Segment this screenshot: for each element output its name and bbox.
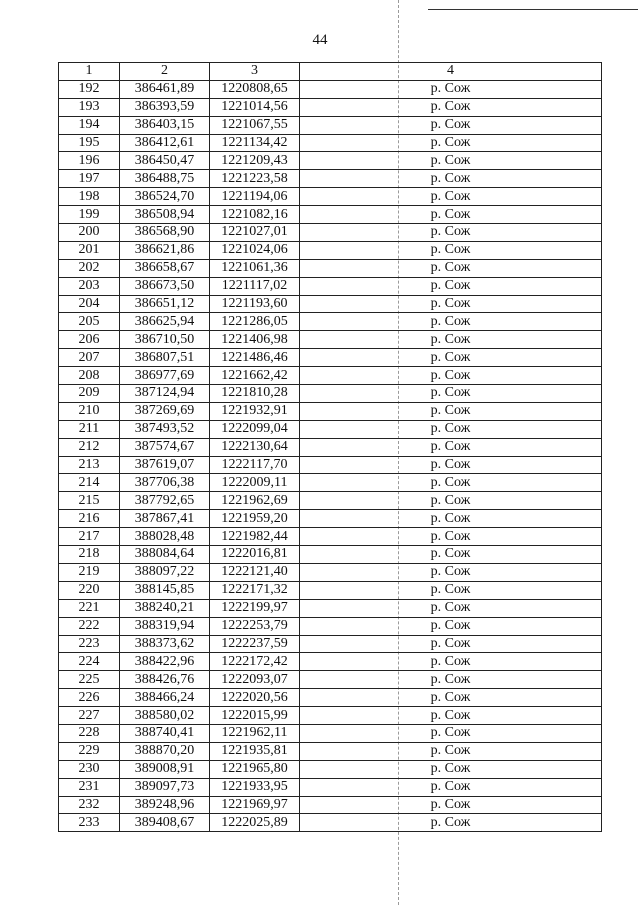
table-row — [59, 671, 602, 689]
description-cell: р. Сож — [300, 760, 602, 778]
description-cell: р. Сож — [300, 546, 602, 564]
description-cell: р. Сож — [300, 206, 602, 224]
y-coordinate-cell: 1221067,55 — [210, 116, 300, 134]
x-coordinate-cell: 388097,22 — [120, 563, 210, 581]
point-number-cell: 215 — [59, 492, 120, 510]
table-row — [59, 224, 602, 242]
x-coordinate-cell: 388870,20 — [120, 742, 210, 760]
table-row — [59, 707, 602, 725]
table-row — [59, 295, 602, 313]
x-coordinate-cell: 387792,65 — [120, 492, 210, 510]
table-row — [59, 170, 602, 188]
table-row — [59, 420, 602, 438]
y-coordinate-cell: 1222171,32 — [210, 581, 300, 599]
x-coordinate-cell: 388426,76 — [120, 671, 210, 689]
table-row — [59, 635, 602, 653]
y-coordinate-cell: 1221933,95 — [210, 778, 300, 796]
point-number-cell: 205 — [59, 313, 120, 331]
table-row — [59, 188, 602, 206]
table-row — [59, 277, 602, 295]
y-coordinate-cell: 1222237,59 — [210, 635, 300, 653]
table-row — [59, 402, 602, 420]
description-cell: р. Сож — [300, 742, 602, 760]
point-number-cell: 222 — [59, 617, 120, 635]
point-number-cell: 195 — [59, 134, 120, 152]
description-cell: р. Сож — [300, 778, 602, 796]
point-number-cell: 230 — [59, 760, 120, 778]
description-cell: р. Сож — [300, 635, 602, 653]
table-row — [59, 241, 602, 259]
table-row — [59, 581, 602, 599]
description-cell: р. Сож — [300, 653, 602, 671]
point-number-cell: 223 — [59, 635, 120, 653]
x-coordinate-cell: 388240,21 — [120, 599, 210, 617]
description-cell: р. Сож — [300, 259, 602, 277]
x-coordinate-cell: 389408,67 — [120, 814, 210, 832]
x-coordinate-cell: 386508,94 — [120, 206, 210, 224]
point-number-cell: 202 — [59, 259, 120, 277]
description-cell: р. Сож — [300, 689, 602, 707]
table-row — [59, 456, 602, 474]
y-coordinate-cell: 1221024,06 — [210, 241, 300, 259]
point-number-cell: 209 — [59, 385, 120, 403]
description-cell: р. Сож — [300, 134, 602, 152]
description-cell: р. Сож — [300, 563, 602, 581]
y-coordinate-cell: 1222093,07 — [210, 671, 300, 689]
table-row — [59, 814, 602, 832]
y-coordinate-cell: 1221134,42 — [210, 134, 300, 152]
column-header-1: 1 — [59, 63, 120, 81]
y-coordinate-cell: 1221193,60 — [210, 295, 300, 313]
x-coordinate-cell: 388580,02 — [120, 707, 210, 725]
table-row — [59, 689, 602, 707]
x-coordinate-cell: 386450,47 — [120, 152, 210, 170]
x-coordinate-cell: 386403,15 — [120, 116, 210, 134]
table-row — [59, 599, 602, 617]
y-coordinate-cell: 1222130,64 — [210, 438, 300, 456]
point-number-cell: 208 — [59, 367, 120, 385]
x-coordinate-cell: 388084,64 — [120, 546, 210, 564]
description-cell: р. Сож — [300, 438, 602, 456]
x-coordinate-cell: 386461,89 — [120, 80, 210, 98]
table-row — [59, 98, 602, 116]
table-row — [59, 510, 602, 528]
x-coordinate-cell: 387269,69 — [120, 402, 210, 420]
y-coordinate-cell: 1222253,79 — [210, 617, 300, 635]
table-row — [59, 206, 602, 224]
table-row — [59, 528, 602, 546]
y-coordinate-cell: 1222020,56 — [210, 689, 300, 707]
table-row — [59, 724, 602, 742]
point-number-cell: 201 — [59, 241, 120, 259]
table-row — [59, 331, 602, 349]
description-cell: р. Сож — [300, 617, 602, 635]
description-cell: р. Сож — [300, 241, 602, 259]
y-coordinate-cell: 1221286,05 — [210, 313, 300, 331]
table-body — [59, 80, 602, 831]
table-row — [59, 367, 602, 385]
x-coordinate-cell: 387493,52 — [120, 420, 210, 438]
table-row — [59, 742, 602, 760]
top-edge-line — [428, 9, 638, 10]
x-coordinate-cell: 386524,70 — [120, 188, 210, 206]
x-coordinate-cell: 386412,61 — [120, 134, 210, 152]
y-coordinate-cell: 1221406,98 — [210, 331, 300, 349]
point-number-cell: 210 — [59, 402, 120, 420]
y-coordinate-cell: 1222099,04 — [210, 420, 300, 438]
x-coordinate-cell: 386625,94 — [120, 313, 210, 331]
y-coordinate-cell: 1221935,81 — [210, 742, 300, 760]
point-number-cell: 220 — [59, 581, 120, 599]
column-header-4: 4 — [300, 63, 602, 81]
y-coordinate-cell: 1222016,81 — [210, 546, 300, 564]
x-coordinate-cell: 388466,24 — [120, 689, 210, 707]
table-row — [59, 349, 602, 367]
point-number-cell: 196 — [59, 152, 120, 170]
y-coordinate-cell: 1221061,36 — [210, 259, 300, 277]
y-coordinate-cell: 1222025,89 — [210, 814, 300, 832]
column-header-2: 2 — [120, 63, 210, 81]
description-cell: р. Сож — [300, 510, 602, 528]
description-cell: р. Сож — [300, 98, 602, 116]
x-coordinate-cell: 388319,94 — [120, 617, 210, 635]
x-coordinate-cell: 386807,51 — [120, 349, 210, 367]
description-cell: р. Сож — [300, 295, 602, 313]
table-row — [59, 438, 602, 456]
description-cell: р. Сож — [300, 671, 602, 689]
description-cell: р. Сож — [300, 224, 602, 242]
x-coordinate-cell: 388422,96 — [120, 653, 210, 671]
point-number-cell: 193 — [59, 98, 120, 116]
description-cell: р. Сож — [300, 707, 602, 725]
y-coordinate-cell: 1221014,56 — [210, 98, 300, 116]
description-cell: р. Сож — [300, 188, 602, 206]
x-coordinate-cell: 387619,07 — [120, 456, 210, 474]
table-row — [59, 778, 602, 796]
description-cell: р. Сож — [300, 80, 602, 98]
y-coordinate-cell: 1221969,97 — [210, 796, 300, 814]
table-row — [59, 116, 602, 134]
y-coordinate-cell: 1221194,06 — [210, 188, 300, 206]
x-coordinate-cell: 387706,38 — [120, 474, 210, 492]
description-cell: р. Сож — [300, 492, 602, 510]
point-number-cell: 229 — [59, 742, 120, 760]
coordinates-table — [58, 62, 602, 832]
table-row — [59, 796, 602, 814]
table-row — [59, 617, 602, 635]
point-number-cell: 232 — [59, 796, 120, 814]
x-coordinate-cell: 387124,94 — [120, 385, 210, 403]
point-number-cell: 199 — [59, 206, 120, 224]
point-number-cell: 216 — [59, 510, 120, 528]
point-number-cell: 213 — [59, 456, 120, 474]
point-number-cell: 207 — [59, 349, 120, 367]
point-number-cell: 198 — [59, 188, 120, 206]
x-coordinate-cell: 388740,41 — [120, 724, 210, 742]
point-number-cell: 227 — [59, 707, 120, 725]
y-coordinate-cell: 1221209,43 — [210, 152, 300, 170]
table-row — [59, 563, 602, 581]
point-number-cell: 206 — [59, 331, 120, 349]
column-header-3: 3 — [210, 63, 300, 81]
description-cell: р. Сож — [300, 420, 602, 438]
y-coordinate-cell: 1221223,58 — [210, 170, 300, 188]
y-coordinate-cell: 1221932,91 — [210, 402, 300, 420]
x-coordinate-cell: 388145,85 — [120, 581, 210, 599]
table-row — [59, 152, 602, 170]
table-row — [59, 80, 602, 98]
x-coordinate-cell: 387867,41 — [120, 510, 210, 528]
description-cell: р. Сож — [300, 152, 602, 170]
y-coordinate-cell: 1221962,11 — [210, 724, 300, 742]
x-coordinate-cell: 386977,69 — [120, 367, 210, 385]
y-coordinate-cell: 1222121,40 — [210, 563, 300, 581]
description-cell: р. Сож — [300, 528, 602, 546]
y-coordinate-cell: 1221962,69 — [210, 492, 300, 510]
table-row — [59, 134, 602, 152]
x-coordinate-cell: 386658,67 — [120, 259, 210, 277]
point-number-cell: 204 — [59, 295, 120, 313]
page-number: 44 — [312, 32, 328, 48]
description-cell: р. Сож — [300, 331, 602, 349]
y-coordinate-cell: 1220808,65 — [210, 80, 300, 98]
table-row — [59, 760, 602, 778]
description-cell: р. Сож — [300, 599, 602, 617]
point-number-cell: 194 — [59, 116, 120, 134]
point-number-cell: 224 — [59, 653, 120, 671]
y-coordinate-cell: 1221027,01 — [210, 224, 300, 242]
point-number-cell: 226 — [59, 689, 120, 707]
description-cell: р. Сож — [300, 456, 602, 474]
y-coordinate-cell: 1222117,70 — [210, 456, 300, 474]
x-coordinate-cell: 388028,48 — [120, 528, 210, 546]
point-number-cell: 221 — [59, 599, 120, 617]
point-number-cell: 203 — [59, 277, 120, 295]
point-number-cell: 192 — [59, 80, 120, 98]
description-cell: р. Сож — [300, 385, 602, 403]
point-number-cell: 197 — [59, 170, 120, 188]
x-coordinate-cell: 389008,91 — [120, 760, 210, 778]
x-coordinate-cell: 388373,62 — [120, 635, 210, 653]
x-coordinate-cell: 387574,67 — [120, 438, 210, 456]
table-row — [59, 474, 602, 492]
description-cell: р. Сож — [300, 116, 602, 134]
point-number-cell: 218 — [59, 546, 120, 564]
point-number-cell: 212 — [59, 438, 120, 456]
y-coordinate-cell: 1221810,28 — [210, 385, 300, 403]
x-coordinate-cell: 389248,96 — [120, 796, 210, 814]
point-number-cell: 231 — [59, 778, 120, 796]
y-coordinate-cell: 1221965,80 — [210, 760, 300, 778]
table-row — [59, 313, 602, 331]
point-number-cell: 200 — [59, 224, 120, 242]
point-number-cell: 225 — [59, 671, 120, 689]
table-header-row — [59, 63, 602, 81]
description-cell: р. Сож — [300, 313, 602, 331]
y-coordinate-cell: 1222199,97 — [210, 599, 300, 617]
point-number-cell: 211 — [59, 420, 120, 438]
point-number-cell: 219 — [59, 563, 120, 581]
y-coordinate-cell: 1221982,44 — [210, 528, 300, 546]
table-row — [59, 653, 602, 671]
y-coordinate-cell: 1221662,42 — [210, 367, 300, 385]
description-cell: р. Сож — [300, 474, 602, 492]
description-cell: р. Сож — [300, 814, 602, 832]
x-coordinate-cell: 386621,86 — [120, 241, 210, 259]
description-cell: р. Сож — [300, 724, 602, 742]
x-coordinate-cell: 386710,50 — [120, 331, 210, 349]
y-coordinate-cell: 1222009,11 — [210, 474, 300, 492]
table-row — [59, 259, 602, 277]
description-cell: р. Сож — [300, 796, 602, 814]
description-cell: р. Сож — [300, 581, 602, 599]
point-number-cell: 233 — [59, 814, 120, 832]
description-cell: р. Сож — [300, 349, 602, 367]
point-number-cell: 214 — [59, 474, 120, 492]
table-row — [59, 385, 602, 403]
y-coordinate-cell: 1221082,16 — [210, 206, 300, 224]
y-coordinate-cell: 1221117,02 — [210, 277, 300, 295]
description-cell: р. Сож — [300, 367, 602, 385]
description-cell: р. Сож — [300, 170, 602, 188]
table-row — [59, 546, 602, 564]
x-coordinate-cell: 386568,90 — [120, 224, 210, 242]
point-number-cell: 217 — [59, 528, 120, 546]
description-cell: р. Сож — [300, 277, 602, 295]
description-cell: р. Сож — [300, 402, 602, 420]
x-coordinate-cell: 386651,12 — [120, 295, 210, 313]
y-coordinate-cell: 1221959,20 — [210, 510, 300, 528]
table-row — [59, 492, 602, 510]
x-coordinate-cell: 386488,75 — [120, 170, 210, 188]
y-coordinate-cell: 1222015,99 — [210, 707, 300, 725]
x-coordinate-cell: 389097,73 — [120, 778, 210, 796]
point-number-cell: 228 — [59, 724, 120, 742]
y-coordinate-cell: 1222172,42 — [210, 653, 300, 671]
y-coordinate-cell: 1221486,46 — [210, 349, 300, 367]
x-coordinate-cell: 386673,50 — [120, 277, 210, 295]
x-coordinate-cell: 386393,59 — [120, 98, 210, 116]
